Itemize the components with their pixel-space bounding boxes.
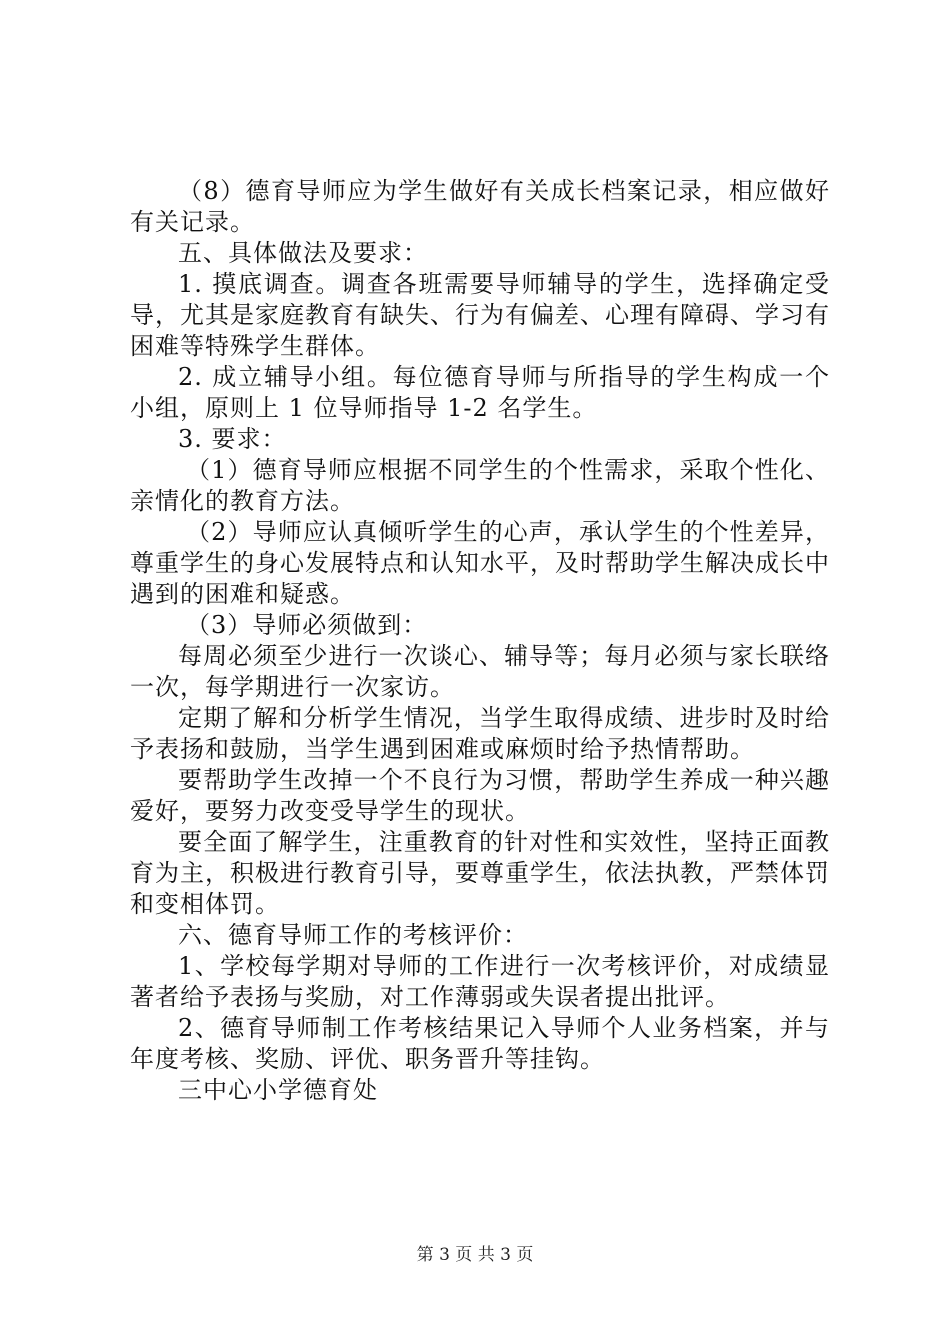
paragraph-requirement-2: （2）导师应认真倾听学生的心声，承认学生的个性差异，尊重学生的身心发展特点和认知水平，及时帮助学生解决成长中遇到的困难和疑惑。	[130, 518, 830, 608]
paragraph-weekly: 每周必须至少进行一次谈心、辅导等；每月必须与家长联络一次，每学期进行一次家访。	[130, 642, 830, 701]
paragraph-evaluation-1: 1、学校每学期对导师的工作进行一次考核评价，对成绩显著者给予表扬与奖励，对工作薄弱或失误者提出批评。	[130, 952, 830, 1011]
paragraph-requirement-3: （3）导师必须做到：	[186, 611, 428, 639]
paragraph-requirement-1: （1）德育导师应根据不同学生的个性需求，采取个性化、亲情化的教育方法。	[130, 456, 830, 515]
paragraph-understanding: 要全面了解学生，注重教育的针对性和实效性，坚持正面教育为主，积极进行教育引导，要尊重学生，依法执教，严禁体罚和变相体罚。	[130, 828, 830, 918]
signature: 三中心小学德育处	[178, 1076, 378, 1104]
paragraph-requirements: 3. 要求：	[178, 425, 287, 453]
section-heading-6: 六、德育导师工作的考核评价：	[178, 921, 528, 949]
section-heading-5: 五、具体做法及要求：	[178, 239, 428, 267]
paragraph-habits: 要帮助学生改掉一个不良行为习惯，帮助学生养成一种兴趣爱好，要努力改变受导学生的现状。	[130, 766, 830, 825]
paragraph-regular: 定期了解和分析学生情况，当学生取得成绩、进步时及时给予表扬和鼓励，当学生遇到困难或麻烦时给予热情帮助。	[130, 704, 830, 763]
paragraph-group: 2. 成立辅导小组。每位德育导师与所指导的学生构成一个小组，原则上 1 位导师指导 1-2 名学生。	[130, 363, 830, 422]
paragraph-survey: 1. 摸底调查。调查各班需要导师辅导的学生，选择确定受导，尤其是家庭教育有缺失、行为有偏差、心理有障碍、学习有困难等特殊学生群体。	[130, 270, 830, 360]
paragraph-evaluation-2: 2、德育导师制工作考核结果记入导师个人业务档案，并与年度考核、奖励、评优、职务晋升等挂钩。	[130, 1014, 830, 1073]
paragraph-item-8: （8）德育导师应为学生做好有关成长档案记录，相应做好有关记录。	[130, 177, 830, 236]
document-body	[130, 176, 830, 1106]
page-footer: 第 3 页 共 3 页	[416, 1245, 534, 1265]
